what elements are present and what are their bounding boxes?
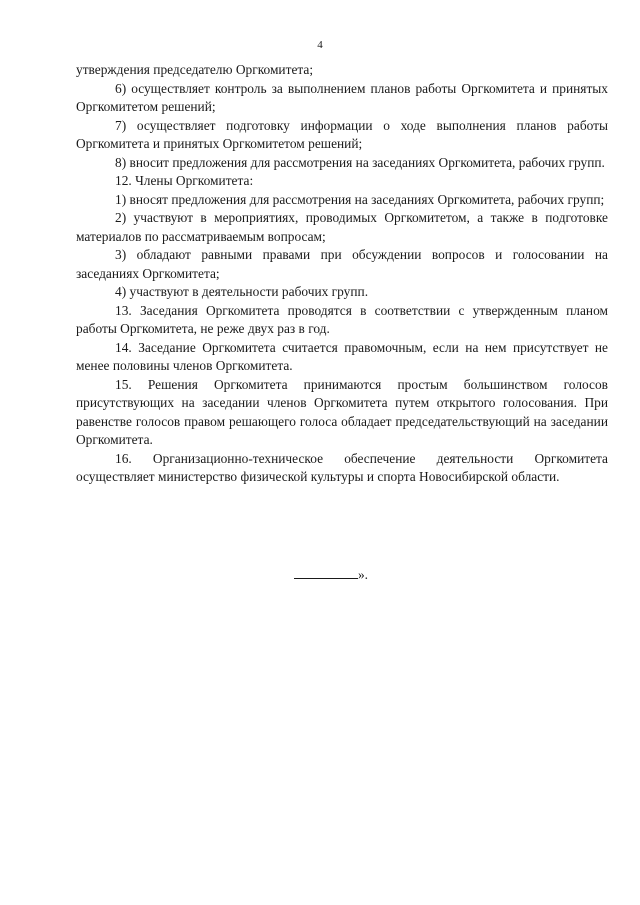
closing-mark [0,566,640,584]
paragraph-member-item-4: 4) участвуют в деятельности рабочих групп. [115,284,369,299]
paragraph-member-item-2: 2) участвуют в мероприятиях, проводимых Оргкомитетом, а также в подготовке материалов по рассматриваемым вопросам; [76,210,608,244]
closing-quote: ». [357,567,369,582]
paragraph-section-13: 13. Заседания Оргкомитета проводятся в соответствии с утвержденным планом работы Оргкомитета, не реже двух раз в год. [76,302,608,336]
page-number: 4 [317,39,323,51]
paragraph-item-7: 7) осуществляет подготовку информации о ходе выполнения планов работы Оргкомитета и принятых Оргкомитетом решений; [76,117,608,151]
paragraph-continuation: утверждения председателю Оргкомитета; [76,62,314,77]
paragraph-section-15: 15. Решения Оргкомитета принимаются простым большинством голосов присутствующих на заседании членов Оргкомитета путем открытого голосования. При равенстве голосов правом решающего голоса обладает председательствующий на заседании Оргкомитета. [76,376,608,447]
paragraph-item-8: 8) вносит предложения для рассмотрения на заседаниях Оргкомитета, рабочих групп. [115,154,605,170]
paragraph-section-12: 12. Члены Оргкомитета: [115,173,254,188]
paragraph-section-16: 16. Организационно-техническое обеспечение деятельности Оргкомитета осуществляет министерство физической культуры и спорта Новосибирской области. [76,450,608,484]
paragraph-section-14: 14. Заседание Оргкомитета считается правомочным, если на нем присутствует не менее половины членов Оргкомитета. [76,339,608,373]
paragraph-member-item-1: 1) вносят предложения для рассмотрения на заседаниях Оргкомитета, рабочих групп; [115,191,605,207]
document-body [76,61,608,487]
paragraph-item-6: 6) осуществляет контроль за выполнением планов работы Оргкомитета и принятых Оргкомитетом решений; [76,80,608,114]
closing-underline [294,567,358,579]
paragraph-member-item-3: 3) обладают равными правами при обсуждении вопросов и голосовании на заседаниях Оргкомитета; [76,247,608,281]
